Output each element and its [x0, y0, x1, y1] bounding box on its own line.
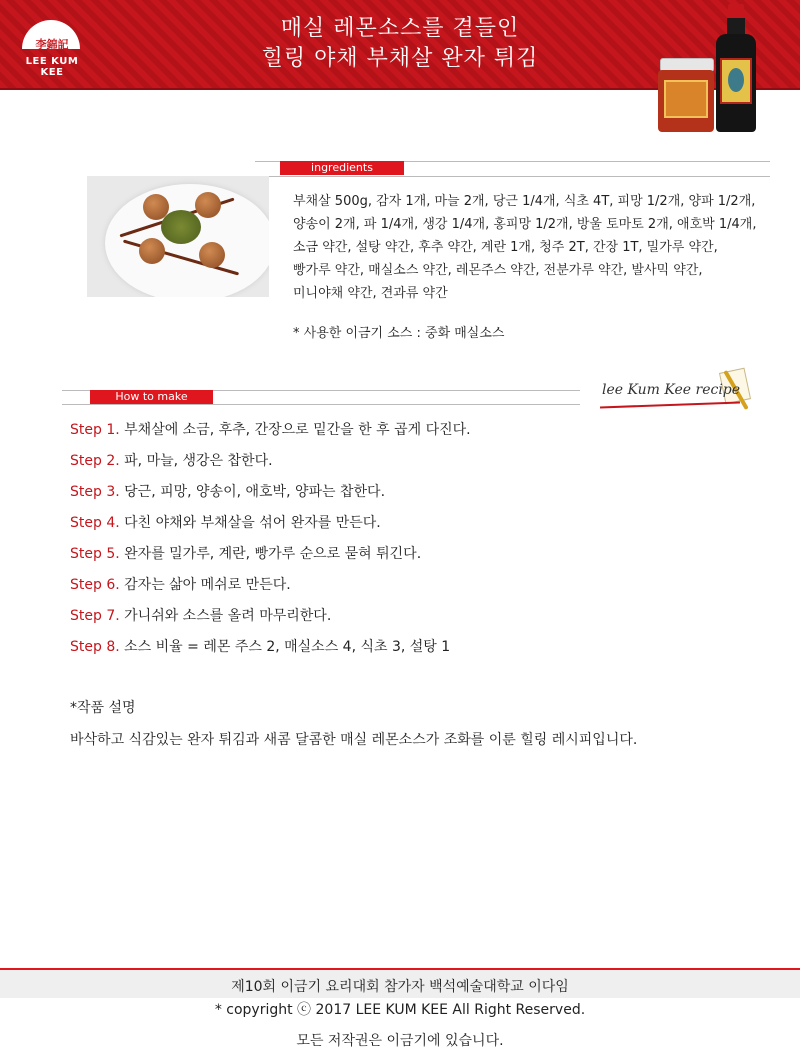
- badge-underline: [600, 402, 740, 409]
- step-text: 소스 비율 = 레몬 주스 2, 매실소스 4, 식초 3, 설탕 1: [124, 639, 451, 655]
- footer-copyright: * copyright ⓒ 2017 LEE KUM KEE All Right Reserved.: [214, 1002, 586, 1018]
- step-item: [70, 636, 770, 667]
- ingredients-line: 양송이 2개, 파 1/4개, 생강 1/4개, 홍피망 1/2개, 방울 토마토 2개, 애호박 1/4개,: [293, 217, 757, 232]
- step-label: Step 6.: [70, 577, 120, 593]
- step-text: 감자는 삶아 메쉬로 만든다.: [124, 577, 291, 593]
- step-item: [70, 450, 770, 481]
- step-text: 완자를 밀가루, 계란, 빵가루 순으로 묻혀 튀긴다.: [124, 546, 422, 562]
- sauce-jar-image: [658, 58, 714, 132]
- meatball: [195, 192, 221, 218]
- step-item: [70, 605, 770, 636]
- ingredients-list: [293, 190, 773, 305]
- title-line-1: 매실 레몬소스를 곁들인: [280, 16, 520, 41]
- brand-logo[interactable]: [14, 20, 90, 76]
- footer-rights: 모든 저작권은 이금기에 있습니다.: [296, 1033, 504, 1049]
- ingredients-line: 부채살 500g, 감자 1개, 마늘 2개, 당근 1/4개, 식초 4T, 피망 1/2개, 양파 1/2개,: [293, 194, 756, 209]
- salad-garnish: [161, 210, 201, 244]
- step-text: 가니쉬와 소스를 올려 마무리한다.: [124, 608, 332, 624]
- step-item: [70, 481, 770, 512]
- step-text: 다친 야채와 부채살을 섞어 완자를 만든다.: [124, 515, 381, 531]
- recipe-badge-text: lee Kum Kee recipe: [602, 382, 741, 398]
- step-label: Step 4.: [70, 515, 120, 531]
- steps-list: [70, 419, 770, 667]
- ingredients-tab: ingredients: [280, 161, 404, 175]
- step-item: [70, 574, 770, 605]
- bottle-label-emblem: [728, 68, 744, 92]
- ingredients-line: 미니야채 약간, 견과류 약간: [293, 286, 448, 301]
- howto-tab: How to make: [90, 390, 213, 404]
- howto-divider-bottom: [62, 404, 580, 405]
- sauce-bottle-image: [716, 4, 756, 132]
- step-item: [70, 419, 770, 450]
- step-label: Step 5.: [70, 546, 120, 562]
- step-label: Step 8.: [70, 639, 120, 655]
- description-title: *작품 설명: [70, 700, 136, 716]
- step-text: 파, 마늘, 생강은 찹한다.: [124, 453, 273, 469]
- dish-photo: [87, 176, 269, 297]
- logo-chinese-text: 李錦記: [35, 38, 69, 51]
- page-title: [170, 14, 630, 74]
- jar-label: [664, 80, 708, 118]
- ingredients-line: 소금 약간, 설탕 약간, 후추 약간, 계란 1개, 청주 2T, 간장 1T, 밀가루 약간,: [293, 240, 718, 255]
- recipe-badge: [596, 366, 766, 418]
- footer-credit: 제10회 이금기 요리대회 참가자 백석예술대학교 이다임: [231, 979, 569, 995]
- description-text: 바삭하고 식감있는 완자 튀김과 새콤 달콤한 매실 레몬소스가 조화를 이룬 힐링 레시피입니다.: [70, 732, 638, 748]
- ingredients-line: 빵가루 약간, 매실소스 약간, 레몬주스 약간, 전분가루 약간, 발사믹 약간,: [293, 263, 703, 278]
- step-label: Step 3.: [70, 484, 120, 500]
- step-label: Step 2.: [70, 453, 120, 469]
- step-text: 당근, 피망, 양송이, 애호박, 양파는 찹한다.: [124, 484, 386, 500]
- step-item: [70, 512, 770, 543]
- step-label: Step 1.: [70, 422, 120, 438]
- bottle-label: [720, 58, 752, 104]
- meatball: [143, 194, 169, 220]
- logo-english-text: LEE KUM KEE: [25, 56, 79, 78]
- step-text: 부채살에 소금, 후추, 간장으로 밑간을 한 후 곱게 다진다.: [124, 422, 471, 438]
- ingredients-divider-bottom: [255, 176, 770, 177]
- step-item: [70, 543, 770, 574]
- meatball: [139, 238, 165, 264]
- meatball: [199, 242, 225, 268]
- step-label: Step 7.: [70, 608, 120, 624]
- sauce-note: * 사용한 이금기 소스 : 중화 매실소스: [293, 326, 505, 341]
- title-line-2: 힐링 야채 부채살 완자 튀김: [261, 46, 539, 71]
